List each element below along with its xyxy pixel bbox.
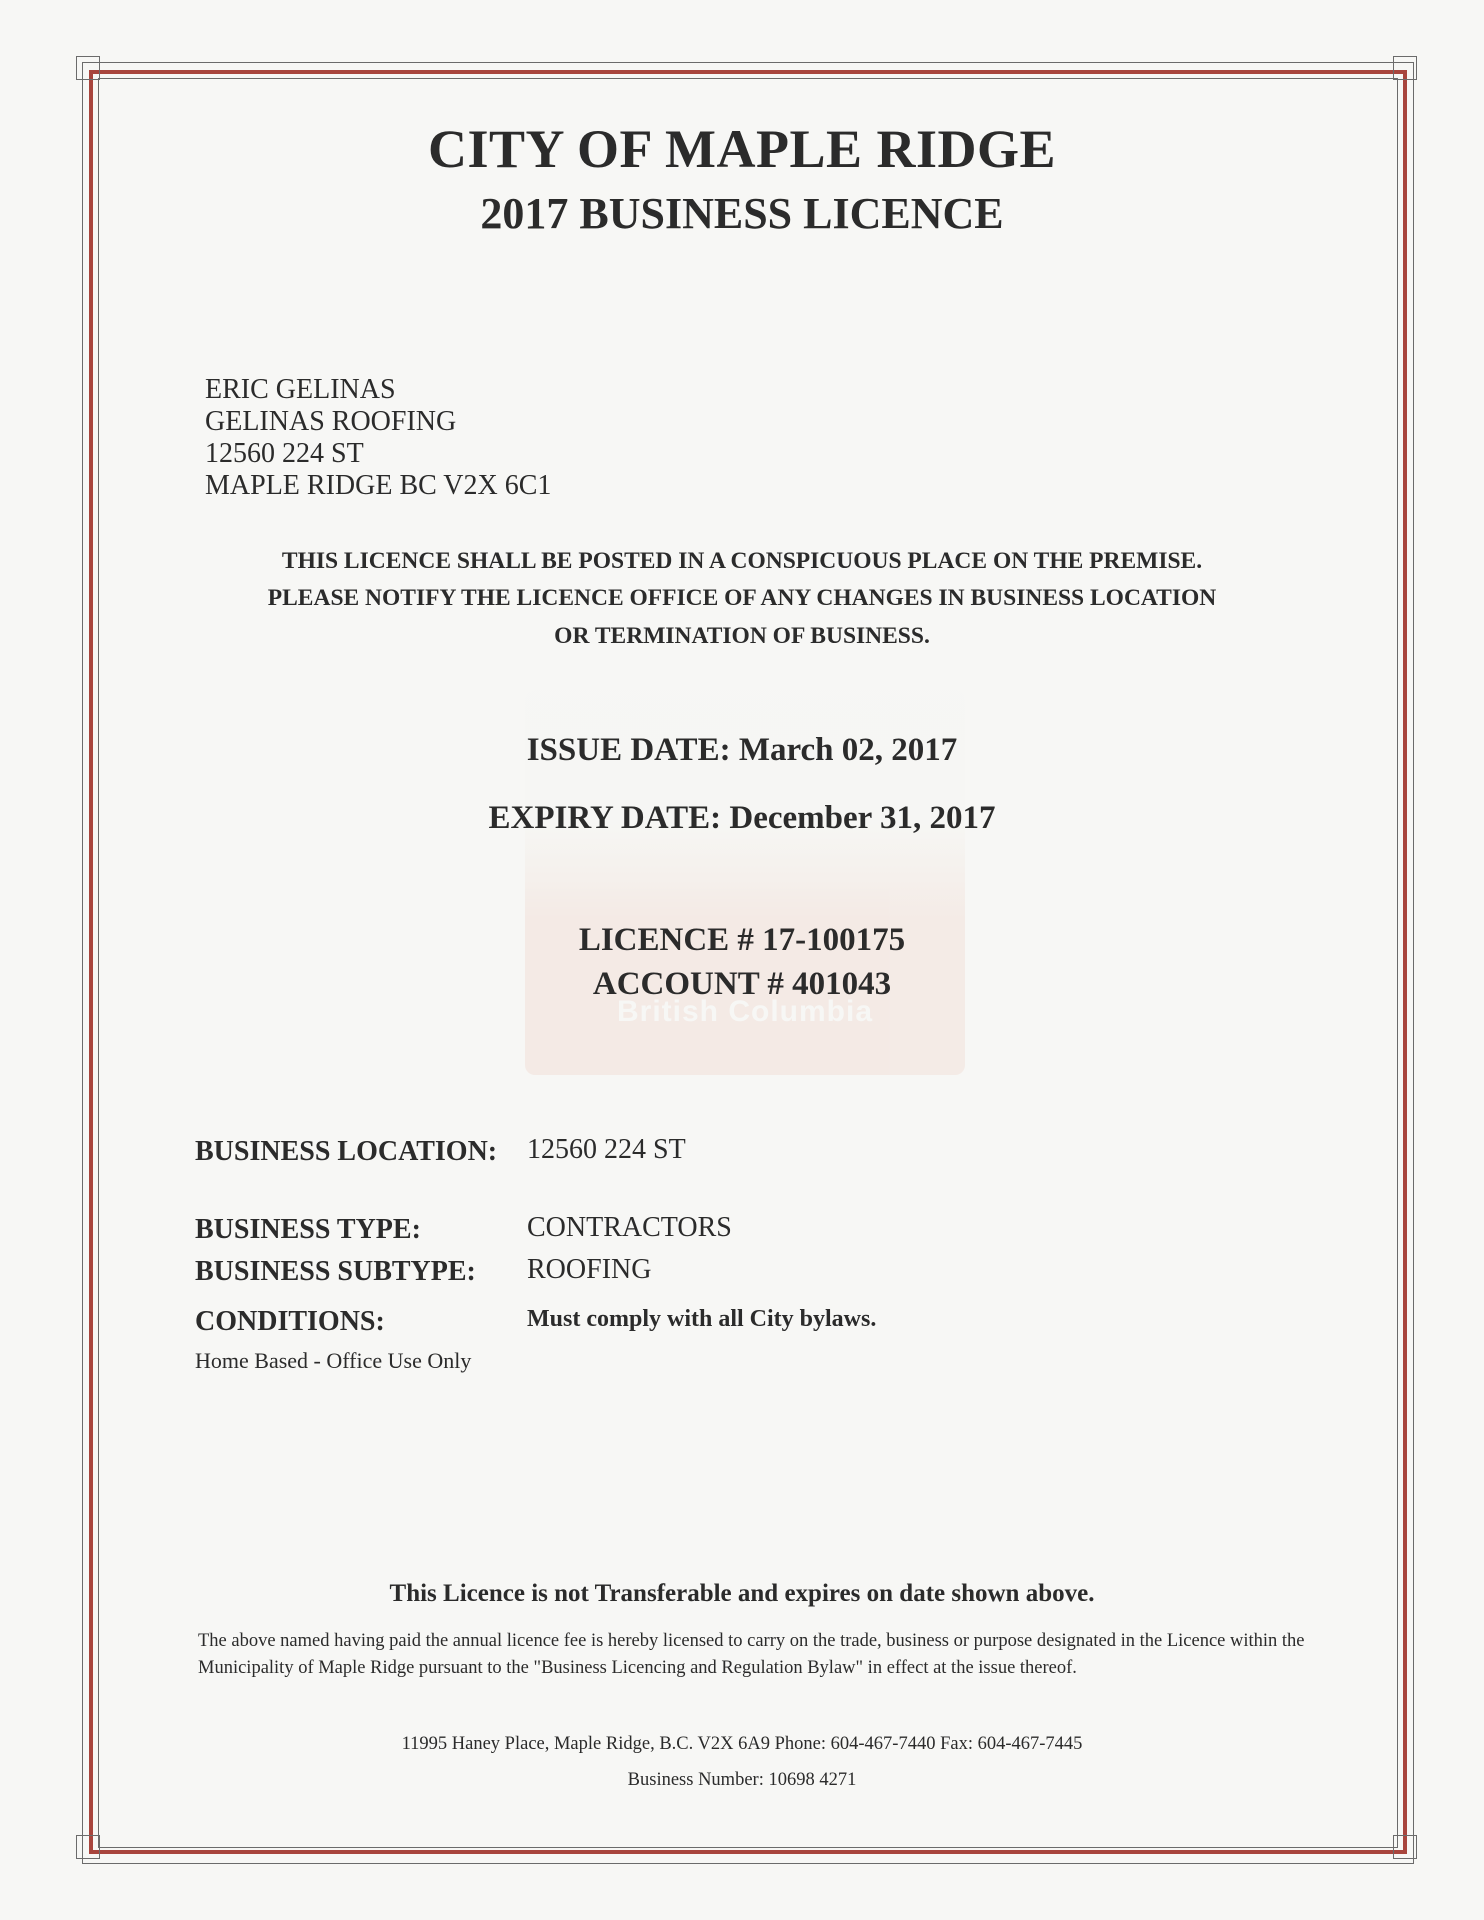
legal-text: The above named having paid the annual licence fee is hereby licensed to carry on the trade, business or purpose designated in the Licence within the Municipality of Maple Ridge pursuant to the "Business Licencing and Regulation Bylaw" in effect at the issue thereof. (198, 1631, 1305, 1678)
licensee-street: 12560 224 ST (205, 438, 364, 469)
business-type-value: CONTRACTORS (527, 1212, 732, 1243)
conditions-note: Home Based - Office Use Only (195, 1348, 472, 1373)
licensee-city: MAPLE RIDGE BC V2X 6C1 (205, 470, 552, 501)
notice-line-3: OR TERMINATION OF BUSINESS. (554, 623, 930, 649)
licence-number: LICENCE # 17-100175 (578, 922, 906, 958)
corner-ornament-top-left (76, 56, 100, 80)
office-contact: 11995 Haney Place, Maple Ridge, B.C. V2X 6A9 Phone: 604-467-7440 Fax: 604-467-7445 (401, 1734, 1083, 1754)
conditions-label: CONDITIONS: (195, 1306, 385, 1337)
watermark-region-text: British Columbia (616, 995, 873, 1028)
city-title: CITY OF MAPLE RIDGE (427, 119, 1057, 179)
notice-line-2: PLEASE NOTIFY THE LICENCE OFFICE OF ANY CHANGES IN BUSINESS LOCATION (267, 585, 1217, 611)
notice-line-1: THIS LICENCE SHALL BE POSTED IN A CONSPICUOUS PLACE ON THE PREMISE. (281, 548, 1203, 574)
business-subtype-value: ROOFING (527, 1254, 652, 1285)
business-location-label: BUSINESS LOCATION: (195, 1136, 498, 1167)
corner-ornament-bottom-right (1393, 1835, 1417, 1859)
business-subtype-label: BUSINESS SUBTYPE: (195, 1256, 476, 1287)
licensee-name: ERIC GELINAS (205, 374, 396, 405)
issue-date: ISSUE DATE: March 02, 2017 (526, 732, 958, 768)
business-name: GELINAS ROOFING (205, 406, 457, 437)
corner-ornament-top-right (1393, 56, 1417, 80)
conditions-value: Must comply with all City bylaws. (527, 1306, 877, 1332)
business-type-label: BUSINESS TYPE: (195, 1214, 421, 1245)
corner-ornament-bottom-left (76, 1835, 100, 1859)
business-location-value: 12560 224 ST (527, 1134, 686, 1165)
account-number: ACCOUNT # 401043 (592, 966, 892, 1002)
business-number: Business Number: 10698 4271 (627, 1770, 857, 1790)
expiry-date: EXPIRY DATE: December 31, 2017 (488, 800, 996, 836)
transfer-note: This Licence is not Transferable and expires on date shown above. (389, 1580, 1095, 1607)
licence-title: 2017 BUSINESS LICENCE (480, 189, 1004, 238)
